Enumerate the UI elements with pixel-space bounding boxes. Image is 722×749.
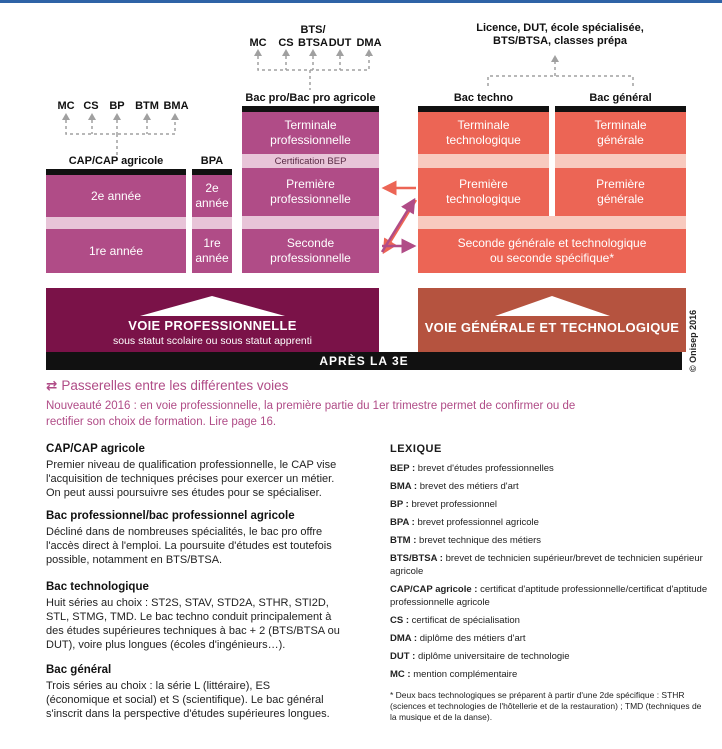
section-cap-text: Premier niveau de qualification professionnelle, le CAP vise l'acquisition de techniques précises pour exercer un métier. On peut aussi poursuivre ses études pour se spécialiser. — [46, 459, 337, 499]
bpa-year2-box — [192, 175, 232, 217]
lex-term: BPA : — [390, 517, 415, 528]
lex-term: DUT : — [390, 651, 416, 662]
label-bp-left: BP — [109, 100, 125, 112]
lex-term: MC : — [390, 669, 411, 680]
bpa-year2-label: 2e année — [195, 181, 229, 210]
lex-bpa — [390, 516, 710, 529]
lex-term: CS : — [390, 615, 409, 626]
lex-mc — [390, 668, 710, 681]
techno-terminale-box — [418, 112, 549, 154]
general-terminale-label: Terminale générale — [594, 118, 647, 147]
pro-premiere-label: Première professionnelle — [270, 177, 351, 206]
bpa-year1-label: 1re année — [195, 236, 229, 265]
label-dma-mid: DMA — [356, 37, 382, 49]
section-bactechno-text: Huit séries au choix : ST2S, STAV, STD2A, STHR, STI2D, STL, STMG, TMD. Le bac techno conduit principalement à des études supérieures techniques à bac + 2 (BTS/BTSA ou DUT), voire plus longues (écoles d'ingénieurs…). — [46, 597, 340, 651]
section-bacpro-text: Décliné dans de nombreuses spécialités, le bac pro offre l'accès direct à l'emploi. La poursuite d'études est toutefois possible, notamment en BTS/BTSA. — [46, 526, 332, 566]
section-bacgeneral-text: Trois séries au choix : la série L (littéraire), ES (économique et social) et S (scientifique). Le bac général s'inscrit dans la perspective d'études supérieures longues. — [46, 680, 330, 720]
voie-gt-triangle-icon — [495, 296, 610, 316]
lex-cap — [390, 583, 710, 609]
general-premiere-box — [555, 168, 686, 216]
cap-year2-box — [46, 175, 186, 217]
general-premiere-label: Première générale — [596, 177, 645, 206]
section-cap-title: CAP/CAP agricole — [46, 443, 145, 455]
label-btm-left: BTM — [135, 100, 159, 112]
cap-year2-label: 2e année — [90, 188, 142, 203]
lex-def: certificat d'aptitude professionnelle/certificat d'aptitude professionnelle agricole — [390, 584, 708, 608]
techno-premiere-label: Première technologique — [446, 177, 521, 206]
lex-term: DMA : — [390, 633, 418, 644]
lex-def: diplôme des métiers d'art — [417, 633, 526, 644]
lex-def: brevet d'études professionnelles — [415, 463, 554, 474]
lex-term: BP : — [390, 499, 409, 510]
seconde-gt-box — [418, 229, 686, 273]
header-bacgeneral: Bac général — [589, 92, 652, 104]
pro-seconde-box — [242, 229, 379, 273]
voie-gt-text — [418, 320, 686, 335]
voie-pro-title: VOIE PROFESSIONNELLE — [128, 318, 297, 333]
label-cs-left: CS — [83, 100, 99, 112]
bpa-year1-box — [192, 229, 232, 273]
cap-divider — [46, 217, 186, 229]
lex-def: mention complémentaire — [410, 669, 518, 680]
label-bts-mid: BTS/ BTSA — [298, 24, 328, 49]
cap-year1-box — [46, 229, 186, 273]
techno-premiere-box — [418, 168, 549, 216]
techno-divider-1 — [418, 154, 549, 168]
lex-def: brevet de technicien supérieur/brevet de technicien supérieur agricole — [390, 553, 703, 577]
lex-term: CAP/CAP agricole : — [390, 584, 478, 595]
lex-term: BTM : — [390, 535, 417, 546]
lex-term: BEP : — [390, 463, 416, 474]
pro-terminale-box — [242, 112, 379, 154]
voie-pro-triangle-icon — [140, 296, 285, 316]
lex-def: diplôme universitaire de technologie — [415, 651, 570, 662]
label-higher-studies: Licence, DUT, école spécialisée, BTS/BTSA, classes prépa — [476, 22, 644, 47]
voie-pro-subtitle: sous statut scolaire ou sous statut apprenti — [112, 335, 313, 347]
passerelles-text: Nouveauté 2016 : en voie professionnelle, la première partie du 1er trimestre permet de confirmer ou de rectifier son choix de formation. Lire page 16. — [46, 400, 576, 428]
header-cap: CAP/CAP agricole — [68, 155, 164, 167]
seconde-gt-label: Seconde générale et technologique ou seconde spécifique* — [457, 236, 647, 265]
lex-def: brevet des métiers d'art — [417, 481, 519, 492]
section-bacpro-title: Bac professionnel/bac professionnel agricole — [46, 510, 295, 522]
cap-year1-label: 1re année — [88, 243, 144, 258]
lex-bep — [390, 462, 710, 475]
section-bactechno-title: Bac technologique — [46, 581, 149, 593]
lex-bp — [390, 498, 710, 511]
label-bma-left: BMA — [163, 100, 189, 112]
header-bactechno: Bac techno — [453, 92, 514, 104]
lex-def: brevet professionnel — [408, 499, 498, 510]
pro-premiere-box — [242, 168, 379, 216]
apres-la-3e-banner: APRÈS LA 3E — [46, 352, 682, 370]
gt-divider-2 — [418, 216, 686, 229]
lex-dut — [390, 650, 710, 663]
label-dut-mid: DUT — [328, 37, 352, 49]
lex-btm — [390, 534, 710, 547]
header-bpa: BPA — [200, 155, 224, 167]
lex-bma — [390, 480, 710, 493]
lex-def: brevet professionnel agricole — [414, 517, 539, 528]
pro-terminale-label: Terminale professionnelle — [270, 118, 351, 147]
lex-term: BMA : — [390, 481, 418, 492]
header-bacpro: Bac pro/Bac pro agricole — [245, 92, 376, 104]
label-mc-left: MC — [57, 100, 75, 112]
voie-gt-title: VOIE GÉNÉRALE ET TECHNOLOGIQUE — [424, 320, 680, 335]
techno-terminale-label: Terminale technologique — [446, 118, 521, 147]
lex-term: BTS/BTSA : — [390, 553, 443, 564]
lex-cs — [390, 614, 710, 627]
pro-certification-label: Certification BEP — [274, 155, 347, 167]
passerelles-title — [46, 378, 288, 394]
double-arrow-icon: ⇄ — [46, 378, 58, 393]
label-mc-mid: MC — [249, 37, 267, 49]
voie-pro-text — [46, 318, 379, 347]
section-bacgeneral-title: Bac général — [46, 664, 112, 676]
general-terminale-box — [555, 112, 686, 154]
bpa-divider — [192, 217, 232, 229]
pro-divider — [242, 216, 379, 229]
lex-dma — [390, 632, 710, 645]
label-cs-mid: CS — [278, 37, 294, 49]
pro-seconde-label: Seconde professionnelle — [270, 236, 351, 265]
lexique-title: LEXIQUE — [390, 443, 442, 455]
lex-def: brevet technique des métiers — [416, 535, 542, 546]
lexique-note: * Deux bacs technologiques se préparent à partir d'une 2de spécifique : STHR (sciences et technologies de l'hôtellerie et de la restauration) ; TMD (techniques de la musique et de la danse). — [390, 690, 702, 722]
lex-bts — [390, 552, 710, 578]
pro-certification-box — [242, 154, 379, 168]
lex-def: certificat de spécialisation — [409, 615, 520, 626]
copyright: © Onisep 2016 — [688, 309, 698, 372]
passerelles-title-text: Passerelles entre les différentes voies — [61, 378, 289, 393]
passerelle-arrows — [380, 180, 418, 260]
general-divider-1 — [555, 154, 686, 168]
